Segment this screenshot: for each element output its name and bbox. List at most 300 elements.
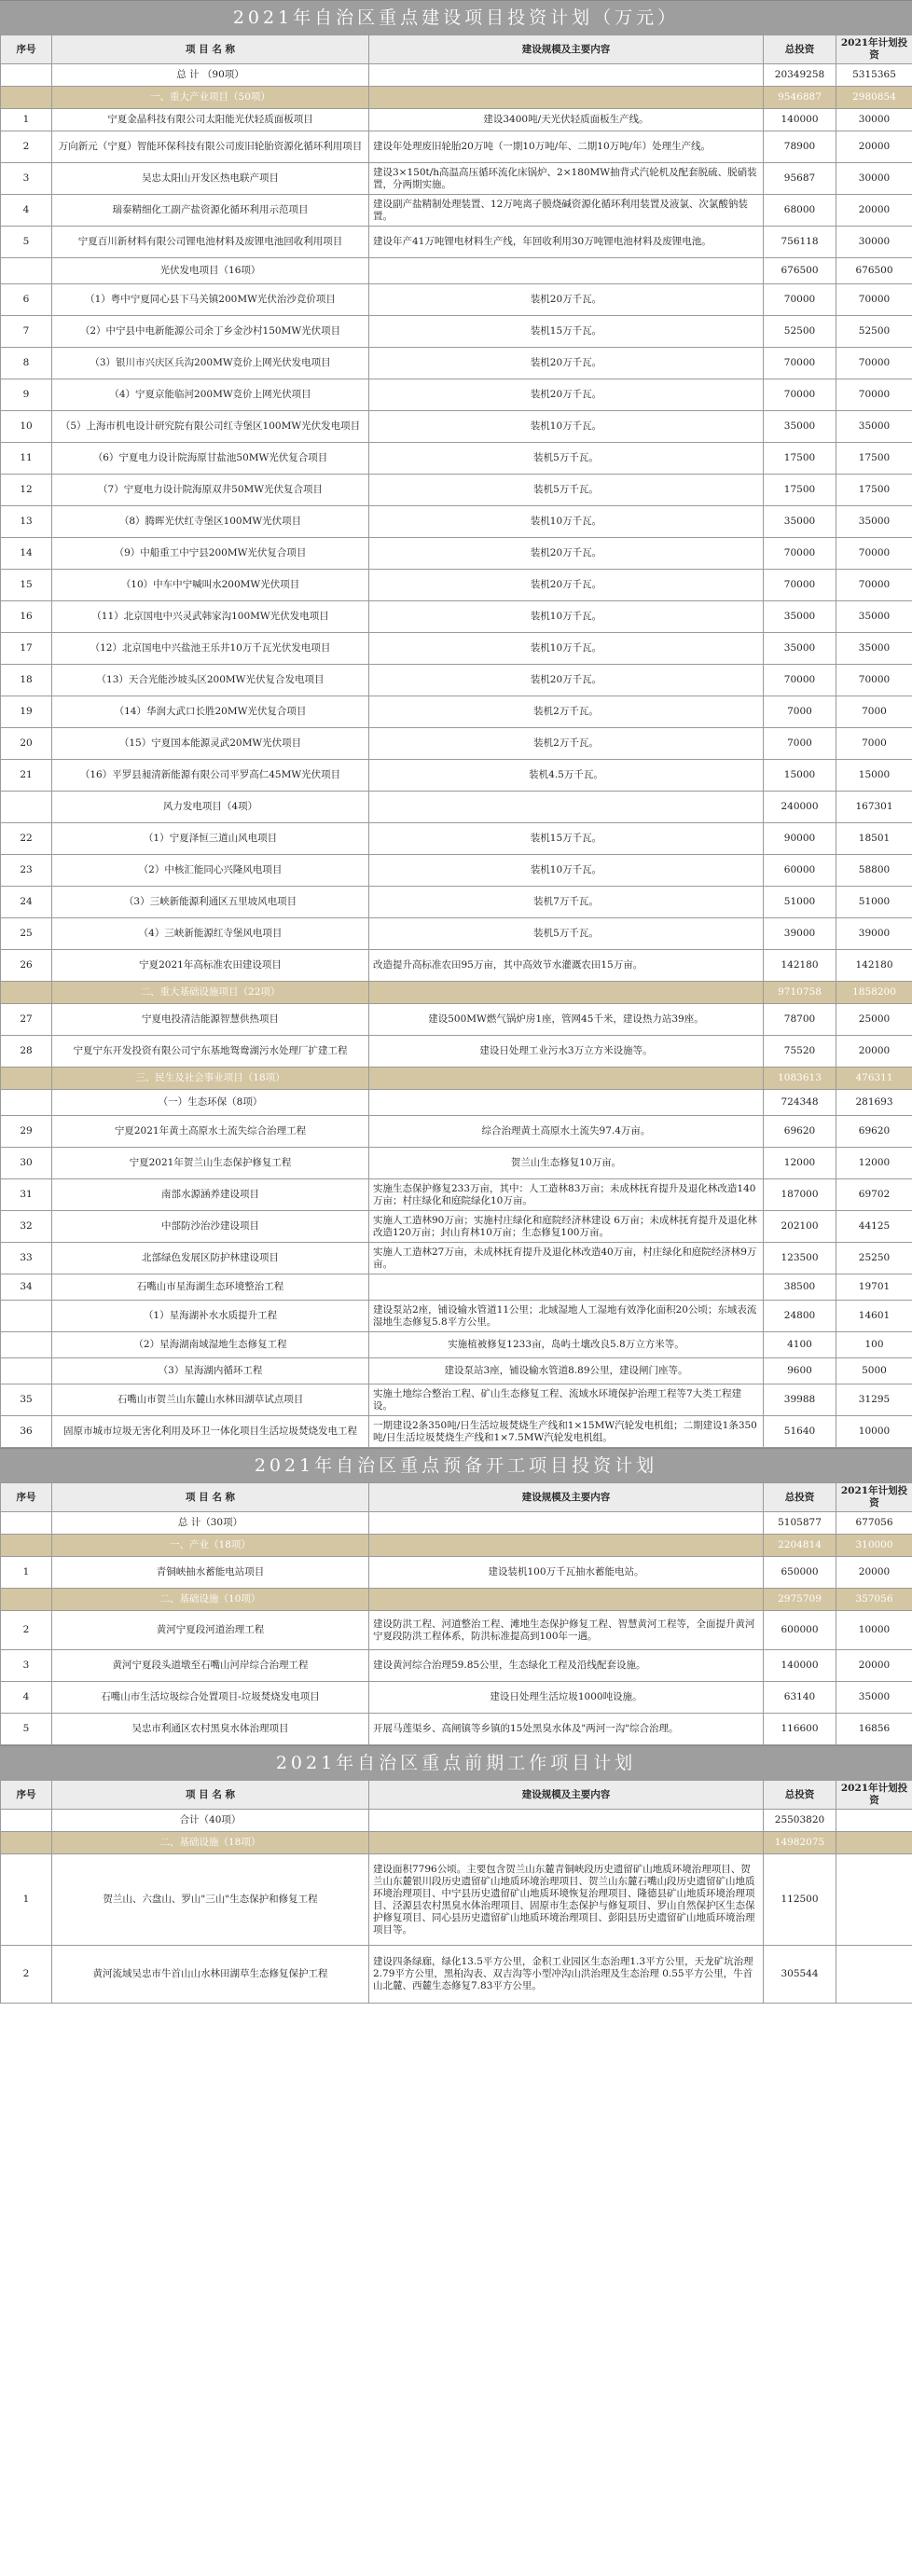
row-number: 2 — [1, 1946, 52, 2004]
row-number — [1, 982, 52, 1004]
header-row — [1, 35, 912, 64]
total-investment: 5105877 — [764, 1512, 836, 1535]
project-name: 中部防沙治沙建设项目 — [52, 1211, 369, 1243]
plan-investment: 16856 — [836, 1714, 912, 1745]
total-investment: 75520 — [764, 1036, 836, 1068]
project-name: （1）粤中宁夏同心县下马关镇200MW光伏治沙竞价项目 — [52, 284, 369, 316]
row-number: 3 — [1, 1650, 52, 1682]
total-investment: 25503820 — [764, 1810, 836, 1832]
project-name: （12）北京国电中兴盐池王乐井10万千瓦光伏发电项目 — [52, 633, 369, 665]
row-number: 15 — [1, 570, 52, 601]
project-content: 建设500MW燃气锅炉房1座，管网45千米，建设热力站39座。 — [369, 1004, 764, 1036]
project-name: （10）中车中宁喊叫水200MW光伏项目 — [52, 570, 369, 601]
plan-investment: 281693 — [836, 1090, 912, 1116]
project-content: 建设3×150t/h高温高压循环流化床锅炉、2×180MW抽背式汽轮机及配套脱硫、脱硝装置，分两期实施。 — [369, 163, 764, 195]
total-investment: 650000 — [764, 1557, 836, 1589]
project-content: 装机5万千瓦。 — [369, 443, 764, 475]
project-name: （15）宁夏国本能源灵武20MW光伏项目 — [52, 728, 369, 760]
row-number: 1 — [1, 109, 52, 131]
row-number — [1, 1090, 52, 1116]
project-name: 石嘴山市星海湖生态环境整治工程 — [52, 1274, 369, 1301]
plan-investment: 35000 — [836, 506, 912, 538]
table-row — [1, 918, 912, 950]
total-investment: 7000 — [764, 728, 836, 760]
project-content: 建设防洪工程、河道整治工程、滩地生态保护修复工程、智慧黄河工程等，全面提升黄河宁夏段防洪工程体系，防洪标准提高到100年一遇。 — [369, 1611, 764, 1650]
project-name: 一、产业（18项） — [52, 1535, 369, 1557]
project-name: （3）星海湖内循环工程 — [52, 1358, 369, 1384]
table-row — [1, 728, 912, 760]
project-name: （2）中宁县中电新能源公司余丁乡金沙村150MW光伏项目 — [52, 316, 369, 348]
col-header-no: 序号 — [1, 1483, 52, 1512]
total-investment: 142180 — [764, 950, 836, 982]
project-name: 黄河宁夏段河道治理工程 — [52, 1611, 369, 1650]
table-row — [1, 475, 912, 506]
project-name: 固原市城市垃圾无害化利用及环卫一体化项目生活垃圾焚烧发电工程 — [52, 1416, 369, 1448]
project-table — [0, 34, 912, 1448]
row-number — [1, 1810, 52, 1832]
total-investment: 4100 — [764, 1332, 836, 1358]
total-investment: 123500 — [764, 1243, 836, 1274]
row-number: 33 — [1, 1243, 52, 1274]
project-content: 装机7万千瓦。 — [369, 887, 764, 918]
category-row — [1, 87, 912, 109]
plan-investment: 15000 — [836, 760, 912, 792]
plan-investment: 20000 — [836, 195, 912, 227]
total-row — [1, 64, 912, 87]
plan-investment: 10000 — [836, 1416, 912, 1448]
total-investment: 600000 — [764, 1611, 836, 1650]
row-number — [1, 87, 52, 109]
plan-investment: 25250 — [836, 1243, 912, 1274]
project-name: （4）宁夏京能临河200MW竞价上网光伏项目 — [52, 379, 369, 411]
total-row — [1, 1512, 912, 1535]
project-name: 二、基础设施（18项） — [52, 1832, 369, 1854]
table-row — [1, 227, 912, 258]
plan-investment: 69702 — [836, 1179, 912, 1211]
table-row — [1, 1946, 912, 2004]
project-content: 装机10万千瓦。 — [369, 601, 764, 633]
table-row — [1, 1416, 912, 1448]
row-number: 28 — [1, 1036, 52, 1068]
plan-investment: 5000 — [836, 1358, 912, 1384]
project-name: 吴忠市利通区农村黑臭水体治理项目 — [52, 1714, 369, 1745]
project-content — [369, 792, 764, 823]
table-row — [1, 538, 912, 570]
table-row — [1, 696, 912, 728]
plan-investment: 7000 — [836, 728, 912, 760]
table-row — [1, 1332, 912, 1358]
row-number: 12 — [1, 475, 52, 506]
plan-investment: 7000 — [836, 696, 912, 728]
project-content: 改造提升高标准农田95万亩，其中高效节水灌溉农田15万亩。 — [369, 950, 764, 982]
table-row — [1, 1854, 912, 1946]
col-header-name: 项 目 名 称 — [52, 1483, 369, 1512]
table-row — [1, 1148, 912, 1179]
total-investment: 35000 — [764, 411, 836, 443]
total-investment: 7000 — [764, 696, 836, 728]
total-investment: 78900 — [764, 131, 836, 163]
row-number: 5 — [1, 1714, 52, 1745]
table-row — [1, 1714, 912, 1745]
project-name: （8）腾晖光伏红寺堡区100MW光伏项目 — [52, 506, 369, 538]
total-investment: 140000 — [764, 109, 836, 131]
row-number: 14 — [1, 538, 52, 570]
total-investment: 38500 — [764, 1274, 836, 1301]
project-content: 装机2万千瓦。 — [369, 728, 764, 760]
plan-investment: 20000 — [836, 1650, 912, 1682]
row-number: 8 — [1, 348, 52, 379]
total-investment: 24800 — [764, 1301, 836, 1332]
plan-investment: 20000 — [836, 1557, 912, 1589]
row-number: 34 — [1, 1274, 52, 1301]
row-number: 27 — [1, 1004, 52, 1036]
plan-investment — [836, 1832, 912, 1854]
project-name: 宁夏金晶科技有限公司太阳能光伏轻质面板项目 — [52, 109, 369, 131]
plan-investment: 70000 — [836, 379, 912, 411]
section-title: 2021年自治区重点预备开工项目投资计划 — [0, 1448, 912, 1482]
project-name: （一）生态环保（8项） — [52, 1090, 369, 1116]
table-row — [1, 1243, 912, 1274]
project-content: 装机20万千瓦。 — [369, 348, 764, 379]
category-row — [1, 1832, 912, 1854]
total-investment: 9600 — [764, 1358, 836, 1384]
project-content: 装机5万千瓦。 — [369, 918, 764, 950]
col-header-plan: 2021年计划投资 — [836, 1483, 912, 1512]
project-content — [369, 1810, 764, 1832]
total-investment: 35000 — [764, 506, 836, 538]
table-row — [1, 1384, 912, 1416]
row-number — [1, 1358, 52, 1384]
total-row — [1, 1810, 912, 1832]
row-number: 7 — [1, 316, 52, 348]
total-investment: 63140 — [764, 1682, 836, 1714]
project-content: 建设日处理生活垃圾1000吨设施。 — [369, 1682, 764, 1714]
total-investment: 20349258 — [764, 64, 836, 87]
project-content: 建设日处理工业污水3万立方米设施等。 — [369, 1036, 764, 1068]
row-number: 25 — [1, 918, 52, 950]
total-investment: 70000 — [764, 665, 836, 696]
total-investment: 70000 — [764, 379, 836, 411]
table-row — [1, 1090, 912, 1116]
row-number: 36 — [1, 1416, 52, 1448]
project-content — [369, 982, 764, 1004]
col-header-name: 项 目 名 称 — [52, 35, 369, 64]
row-number: 6 — [1, 284, 52, 316]
table-row — [1, 887, 912, 918]
row-number — [1, 64, 52, 87]
project-name: （6）宁夏电力设计院海原甘盐池50MW光伏复合项目 — [52, 443, 369, 475]
plan-investment: 167301 — [836, 792, 912, 823]
project-name: 宁夏百川新材料有限公司锂电池材料及废锂电池回收利用项目 — [52, 227, 369, 258]
project-name: 吴忠太阳山开发区热电联产项目 — [52, 163, 369, 195]
project-name: （11）北京国电中兴灵武韩家沟100MW光伏发电项目 — [52, 601, 369, 633]
col-header-plan: 2021年计划投资 — [836, 1781, 912, 1810]
row-number: 11 — [1, 443, 52, 475]
row-number: 18 — [1, 665, 52, 696]
table-row — [1, 823, 912, 855]
table-row — [1, 131, 912, 163]
table-row — [1, 1036, 912, 1068]
row-number: 2 — [1, 131, 52, 163]
project-content — [369, 87, 764, 109]
total-investment: 15000 — [764, 760, 836, 792]
total-investment: 39988 — [764, 1384, 836, 1416]
table-row — [1, 1611, 912, 1650]
project-content: 实施土地综合整治工程、矿山生态修复工程、流域水环境保护治理工程等7大类工程建设。 — [369, 1384, 764, 1416]
category-row — [1, 1068, 912, 1090]
plan-investment: 69620 — [836, 1116, 912, 1148]
project-content: 建设3400吨/天光伏轻质面板生产线。 — [369, 109, 764, 131]
project-name: （1）星海湖补水水质提升工程 — [52, 1301, 369, 1332]
plan-investment: 31295 — [836, 1384, 912, 1416]
table-row — [1, 348, 912, 379]
total-investment: 17500 — [764, 443, 836, 475]
total-investment: 2204814 — [764, 1535, 836, 1557]
header-row — [1, 1483, 912, 1512]
plan-investment: 12000 — [836, 1148, 912, 1179]
plan-investment: 18501 — [836, 823, 912, 855]
project-content: 建设泵站2座，铺设输水管道11公里；北域湿地人工湿地有效净化面积20公顷；东域表流湿地生态修复5.8平方公里。 — [369, 1301, 764, 1332]
total-investment: 305544 — [764, 1946, 836, 2004]
row-number: 32 — [1, 1211, 52, 1243]
project-content: 装机20万千瓦。 — [369, 379, 764, 411]
project-content: 装机20万千瓦。 — [369, 665, 764, 696]
total-investment: 9546887 — [764, 87, 836, 109]
row-number — [1, 792, 52, 823]
project-name: （14）华润大武口长胜20MW光伏复合项目 — [52, 696, 369, 728]
plan-investment: 35000 — [836, 1682, 912, 1714]
project-content: 装机10万千瓦。 — [369, 506, 764, 538]
plan-investment: 677056 — [836, 1512, 912, 1535]
table-row — [1, 1358, 912, 1384]
project-content — [369, 64, 764, 87]
total-investment: 9710758 — [764, 982, 836, 1004]
row-number: 26 — [1, 950, 52, 982]
total-investment: 35000 — [764, 601, 836, 633]
plan-investment: 44125 — [836, 1211, 912, 1243]
plan-investment — [836, 1854, 912, 1946]
section-title: 2021年自治区重点前期工作项目计划 — [0, 1745, 912, 1780]
row-number — [1, 1832, 52, 1854]
project-content — [369, 1274, 764, 1301]
total-investment: 70000 — [764, 284, 836, 316]
project-content: 建设四条绿廊，绿化13.5平方公里，金积工业园区生态治理1.3平方公里，天龙矿坑治理2.79平方公里，黑桕沟表、双吉沟等小型冲沟山洪治理及生态治理 0.55平方公里，牛首山北麓、西麓生态修复7.83平方公里。 — [369, 1946, 764, 2004]
project-name: 宁夏电投清洁能源智慧供热项目 — [52, 1004, 369, 1036]
project-name: 宁夏2021年黄土高原水土流失综合治理工程 — [52, 1116, 369, 1148]
project-name: （13）天合光能沙坡头区200MW光伏复合发电项目 — [52, 665, 369, 696]
project-name: 万向新元（宁夏）智能环保科技有限公司废旧轮胎资源化循环利用项目 — [52, 131, 369, 163]
table-row — [1, 1650, 912, 1682]
row-number: 17 — [1, 633, 52, 665]
total-investment: 14982075 — [764, 1832, 836, 1854]
project-name: 青铜峡抽水蓄能电站项目 — [52, 1557, 369, 1589]
project-name: 风力发电项目（4项） — [52, 792, 369, 823]
total-investment: 35000 — [764, 633, 836, 665]
project-content — [369, 258, 764, 284]
project-content: 实施人工造林27万亩，未成林抚育提升及退化林改造40万亩，村庄绿化和庭院经济林9万亩。 — [369, 1243, 764, 1274]
plan-investment: 10000 — [836, 1611, 912, 1650]
row-number: 4 — [1, 195, 52, 227]
plan-investment: 58800 — [836, 855, 912, 887]
col-header-name: 项 目 名 称 — [52, 1781, 369, 1810]
project-content: 装机5万千瓦。 — [369, 475, 764, 506]
table-row — [1, 284, 912, 316]
plan-investment: 5315365 — [836, 64, 912, 87]
plan-investment: 51000 — [836, 887, 912, 918]
project-name: 宁夏2021年贺兰山生态保护修复工程 — [52, 1148, 369, 1179]
table-row — [1, 163, 912, 195]
plan-investment: 100 — [836, 1332, 912, 1358]
col-header-content: 建设规模及主要内容 — [369, 1781, 764, 1810]
plan-investment: 14601 — [836, 1301, 912, 1332]
project-name: 总 计（30项） — [52, 1512, 369, 1535]
col-header-total: 总投资 — [764, 35, 836, 64]
row-number: 31 — [1, 1179, 52, 1211]
plan-investment: 310000 — [836, 1535, 912, 1557]
plan-investment — [836, 1946, 912, 2004]
col-header-total: 总投资 — [764, 1781, 836, 1810]
table-row — [1, 633, 912, 665]
row-number: 1 — [1, 1557, 52, 1589]
table-row — [1, 760, 912, 792]
plan-investment: 19701 — [836, 1274, 912, 1301]
plan-investment: 676500 — [836, 258, 912, 284]
project-name: 三、民生及社会事业项目（18项） — [52, 1068, 369, 1090]
plan-section — [0, 1448, 912, 1745]
plan-investment: 70000 — [836, 284, 912, 316]
total-investment: 69620 — [764, 1116, 836, 1148]
row-number — [1, 1301, 52, 1332]
project-content: 装机20万千瓦。 — [369, 538, 764, 570]
project-content: 实施植被修复1233亩，岛屿土壤改良5.8万立方米等。 — [369, 1332, 764, 1358]
total-investment: 51000 — [764, 887, 836, 918]
row-number: 23 — [1, 855, 52, 887]
project-name: （7）宁夏电力设计院海原双井50MW光伏复合项目 — [52, 475, 369, 506]
row-number — [1, 1332, 52, 1358]
project-content: 装机10万千瓦。 — [369, 633, 764, 665]
col-header-no: 序号 — [1, 35, 52, 64]
table-row — [1, 570, 912, 601]
total-investment: 1083613 — [764, 1068, 836, 1090]
row-number: 29 — [1, 1116, 52, 1148]
col-header-content: 建设规模及主要内容 — [369, 35, 764, 64]
row-number — [1, 1068, 52, 1090]
row-number: 16 — [1, 601, 52, 633]
plan-investment: 17500 — [836, 475, 912, 506]
project-content: 贺兰山生态修复10万亩。 — [369, 1148, 764, 1179]
project-content — [369, 1090, 764, 1116]
table-row — [1, 379, 912, 411]
plan-investment: 70000 — [836, 665, 912, 696]
table-row — [1, 1179, 912, 1211]
total-investment: 70000 — [764, 348, 836, 379]
col-header-total: 总投资 — [764, 1483, 836, 1512]
project-name: 黄河流域吴忠市牛首山山水林田湖草生态修复保护工程 — [52, 1946, 369, 2004]
project-table — [0, 1780, 912, 2004]
total-investment: 112500 — [764, 1854, 836, 1946]
project-content: 建设副产盐精制处理装置、12万吨离子膜烧碱资源化循环利用装置及液氯、次氯酸钠装置。 — [369, 195, 764, 227]
plan-investment: 20000 — [836, 131, 912, 163]
project-content: 一期建设2条350吨/日生活垃圾焚烧生产线和1×15MW汽轮发电机组；二期建设1条350吨/日生活垃圾焚烧生产线和1×7.5MW汽轮发电机组。 — [369, 1416, 764, 1448]
table-row — [1, 443, 912, 475]
project-name: （9）中船重工中宁县200MW光伏复合项目 — [52, 538, 369, 570]
plan-investment: 39000 — [836, 918, 912, 950]
total-investment: 70000 — [764, 570, 836, 601]
row-number: 35 — [1, 1384, 52, 1416]
table-row — [1, 506, 912, 538]
table-row — [1, 665, 912, 696]
project-content — [369, 1535, 764, 1557]
project-name: （1）宁夏泽恒三道山风电项目 — [52, 823, 369, 855]
plan-investment: 476311 — [836, 1068, 912, 1090]
row-number: 2 — [1, 1611, 52, 1650]
project-content: 装机2万千瓦。 — [369, 696, 764, 728]
plan-investment: 30000 — [836, 109, 912, 131]
project-content: 综合治理黄土高原水土流失97.4万亩。 — [369, 1116, 764, 1148]
header-row — [1, 1781, 912, 1810]
plan-investment: 35000 — [836, 633, 912, 665]
row-number — [1, 258, 52, 284]
row-number: 10 — [1, 411, 52, 443]
row-number — [1, 1589, 52, 1611]
table-row — [1, 855, 912, 887]
total-investment: 39000 — [764, 918, 836, 950]
project-name: 瑞泰精细化工副产盐资源化循环利用示范项目 — [52, 195, 369, 227]
row-number: 22 — [1, 823, 52, 855]
table-row — [1, 601, 912, 633]
project-name: （4）三峡新能源红寺堡风电项目 — [52, 918, 369, 950]
total-investment: 17500 — [764, 475, 836, 506]
project-name: （3）三峡新能源利通区五里坡风电项目 — [52, 887, 369, 918]
project-name: 石嘴山市贺兰山东麓山水林田湖草试点项目 — [52, 1384, 369, 1416]
project-name: 一、重大产业项目（50项） — [52, 87, 369, 109]
total-investment: 51640 — [764, 1416, 836, 1448]
table-row — [1, 1301, 912, 1332]
total-investment: 187000 — [764, 1179, 836, 1211]
plan-investment: 30000 — [836, 163, 912, 195]
project-name: 宁夏2021年高标准农田建设项目 — [52, 950, 369, 982]
row-number: 3 — [1, 163, 52, 195]
plan-investment: 142180 — [836, 950, 912, 982]
row-number: 19 — [1, 696, 52, 728]
plan-investment: 70000 — [836, 538, 912, 570]
project-content: 建设黄河综合治理59.85公里，生态绿化工程及沿线配套设施。 — [369, 1650, 764, 1682]
row-number: 30 — [1, 1148, 52, 1179]
category-row — [1, 1589, 912, 1611]
plan-investment: 52500 — [836, 316, 912, 348]
category-row — [1, 1535, 912, 1557]
project-name: 总 计 （90项） — [52, 64, 369, 87]
table-row — [1, 411, 912, 443]
plan-investment: 30000 — [836, 227, 912, 258]
total-investment: 240000 — [764, 792, 836, 823]
project-content: 装机4.5万千瓦。 — [369, 760, 764, 792]
table-row — [1, 1274, 912, 1301]
total-investment: 202100 — [764, 1211, 836, 1243]
project-name: 石嘴山市生活垃圾综合处置项目-垃圾焚烧发电项目 — [52, 1682, 369, 1714]
project-table — [0, 1482, 912, 1745]
project-content: 装机10万千瓦。 — [369, 411, 764, 443]
col-header-plan: 2021年计划投资 — [836, 35, 912, 64]
col-header-content: 建设规模及主要内容 — [369, 1483, 764, 1512]
project-content: 建设泵站3座，铺设输水管道8.89公里，建设闸门座等。 — [369, 1358, 764, 1384]
project-content — [369, 1068, 764, 1090]
total-investment: 60000 — [764, 855, 836, 887]
project-content — [369, 1589, 764, 1611]
project-name: （16）平罗县昶清新能源有限公司平罗高仁45MW光伏项目 — [52, 760, 369, 792]
project-name: （5）上海市机电设计研究院有限公司红寺堡区100MW光伏发电项目 — [52, 411, 369, 443]
total-investment: 68000 — [764, 195, 836, 227]
